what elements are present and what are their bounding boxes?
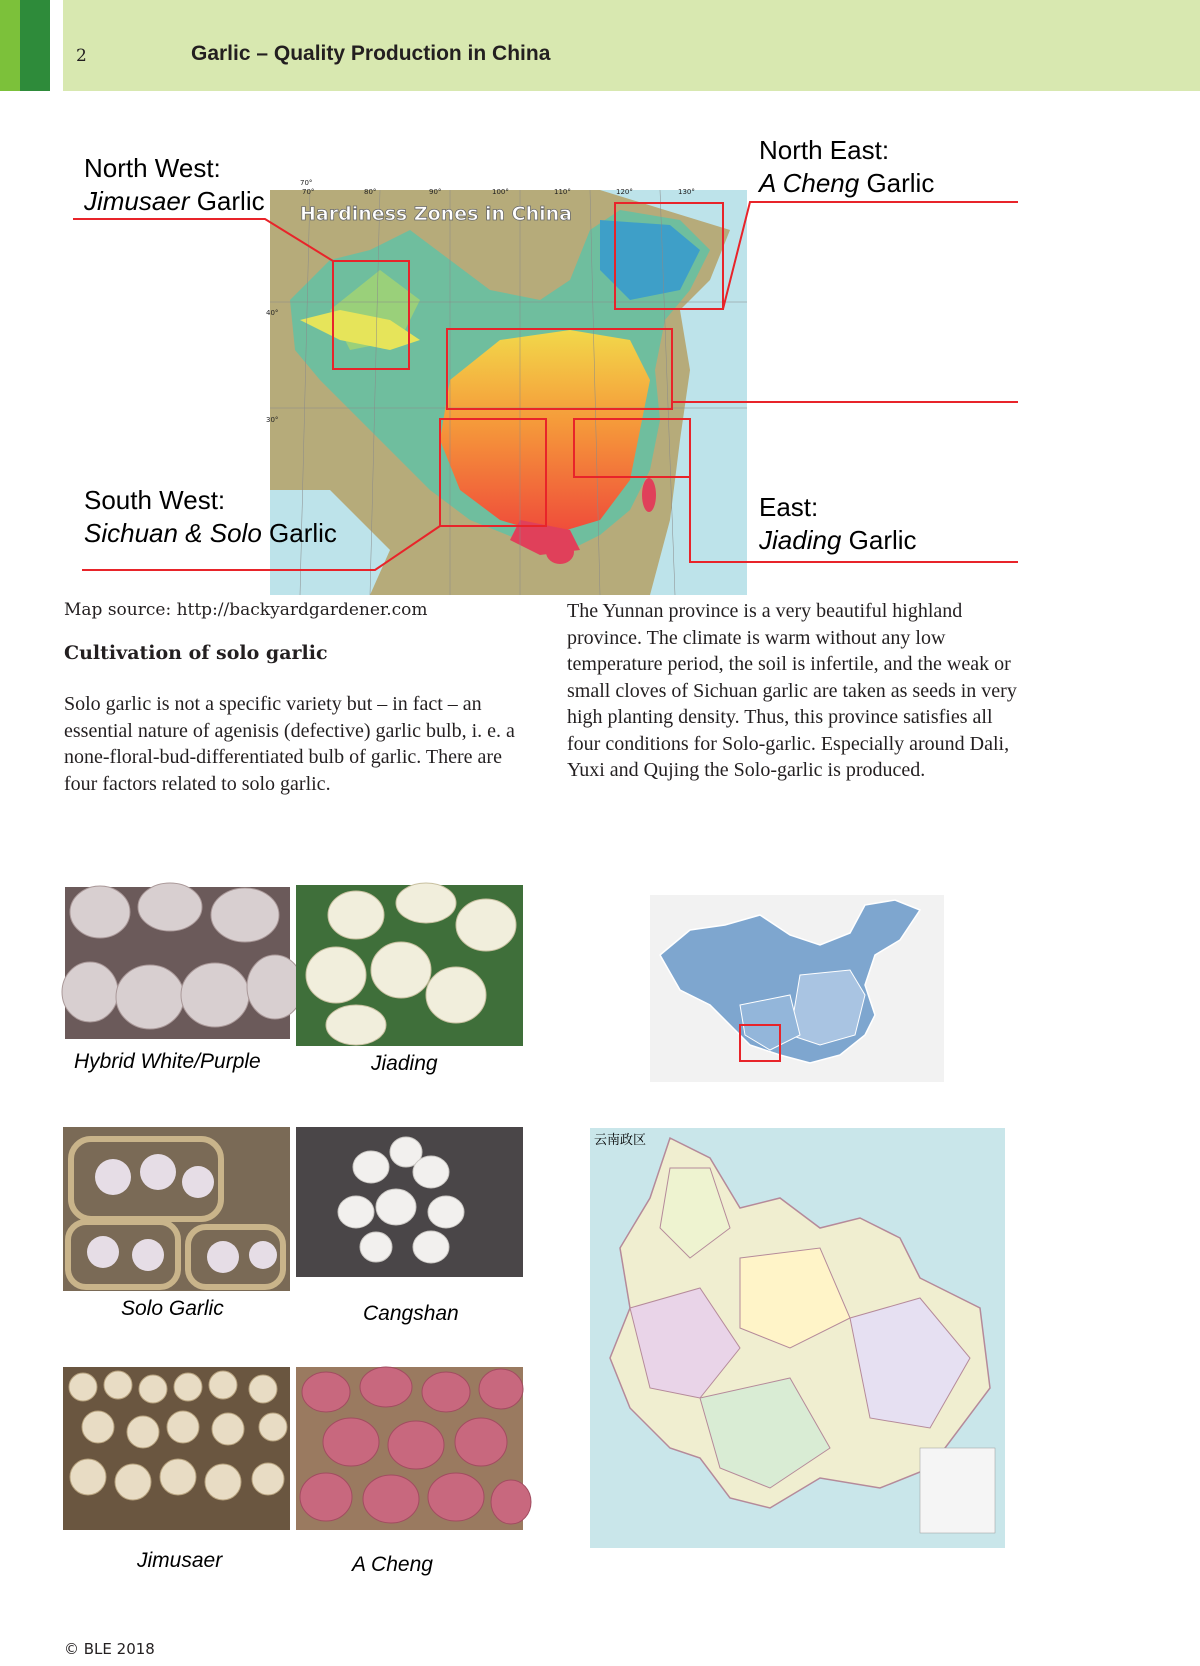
china-locator-map — [650, 895, 944, 1082]
label-east-variety-line — [759, 524, 917, 557]
label-east-suffix: Garlic — [841, 525, 917, 555]
left-paragraph: Solo garlic is not a specific variety but – in fact – an essential nature of agenisis (defective) garlic bulb, i. e. a none-floral-bud-differentiated bulb of garlic. There are four factors related to solo garlic. — [64, 693, 515, 795]
lat-tick-30: 30° — [266, 416, 279, 424]
lon-tick-70: 70° — [302, 188, 315, 196]
label-north-west — [84, 152, 265, 218]
label-east-heading: East: — [759, 492, 819, 522]
label-north-west-variety: Jimusaer — [84, 186, 190, 216]
label-south-west — [84, 484, 337, 550]
caption-jimusaer: Jimusaer — [137, 1549, 223, 1572]
leader-north-east — [723, 202, 1018, 309]
label-south-west-variety: Sichuan & Solo — [84, 518, 262, 548]
footer-copyright: © BLE 2018 — [64, 1640, 155, 1658]
label-north-west-heading: North West: — [84, 153, 221, 183]
caption-hybrid-white-purple: Hybrid White/Purple — [74, 1050, 261, 1073]
map-source: Map source: http://backyardgardener.com — [64, 600, 428, 620]
label-north-west-variety-line — [84, 185, 265, 218]
label-north-west-suffix: Garlic — [189, 186, 265, 216]
lon-tick-90: 90° — [429, 188, 442, 196]
lon-tick-110: 110° — [554, 188, 571, 196]
section-heading: Cultivation of solo garlic — [64, 642, 328, 664]
page-title: Garlic – Quality Production in China — [191, 42, 551, 65]
label-east — [759, 491, 917, 557]
photo-cangshan — [296, 1127, 523, 1277]
caption-cangshan: Cangshan — [363, 1302, 459, 1325]
label-south-west-suffix: Garlic — [261, 518, 337, 548]
caption-jiading: Jiading — [371, 1052, 438, 1075]
lon-tick-100: 100° — [492, 188, 509, 196]
label-south-west-heading: South West: — [84, 485, 226, 515]
photo-hybrid-white-purple — [65, 887, 290, 1039]
right-paragraph: The Yunnan province is a very beautiful highland province. The climate is warm without any low temperature period, the soil is infertile, and the weak or small cloves of Sichuan garlic are taken as seeds in very high planting density. Thus, this province satisfies all four conditions for Solo-garlic. Especially around Dali, Yuxi and Qujing the Solo-garlic is produced. — [567, 600, 1017, 781]
label-north-east-variety-line — [759, 167, 934, 200]
lon-tick-80: 80° — [364, 188, 377, 196]
lon-tick-120: 120° — [616, 188, 633, 196]
box-east — [574, 419, 690, 477]
map-title: Hardiness Zones in China — [300, 203, 573, 225]
photo-a-cheng — [296, 1367, 523, 1530]
yunnan-admin-map — [590, 1128, 1005, 1548]
lon-tick: 70° — [300, 179, 313, 187]
photo-jiading — [296, 885, 523, 1046]
page-number: 2 — [76, 46, 87, 66]
photo-solo-garlic — [63, 1127, 290, 1291]
lat-tick-40: 40° — [266, 309, 279, 317]
box-north-east — [615, 203, 723, 309]
box-north-central — [447, 329, 672, 409]
photo-jimusaer — [63, 1367, 290, 1530]
lon-tick-130: 130° — [678, 188, 695, 196]
label-south-west-variety-line — [84, 517, 337, 550]
box-south-west — [440, 419, 546, 526]
caption-solo-garlic: Solo Garlic — [121, 1297, 224, 1320]
yunnan-map-legend — [920, 1448, 995, 1533]
label-north-east-heading: North East: — [759, 135, 890, 165]
label-east-variety: Jiading — [759, 525, 842, 555]
label-north-east-variety: A Cheng — [759, 168, 860, 198]
label-north-east-suffix: Garlic — [859, 168, 935, 198]
caption-a-cheng: A Cheng — [352, 1553, 433, 1576]
box-north-west — [333, 261, 409, 369]
label-north-east — [759, 134, 934, 200]
leader-north-west — [73, 219, 333, 261]
yunnan-map-title: 云南政区 — [594, 1133, 647, 1148]
